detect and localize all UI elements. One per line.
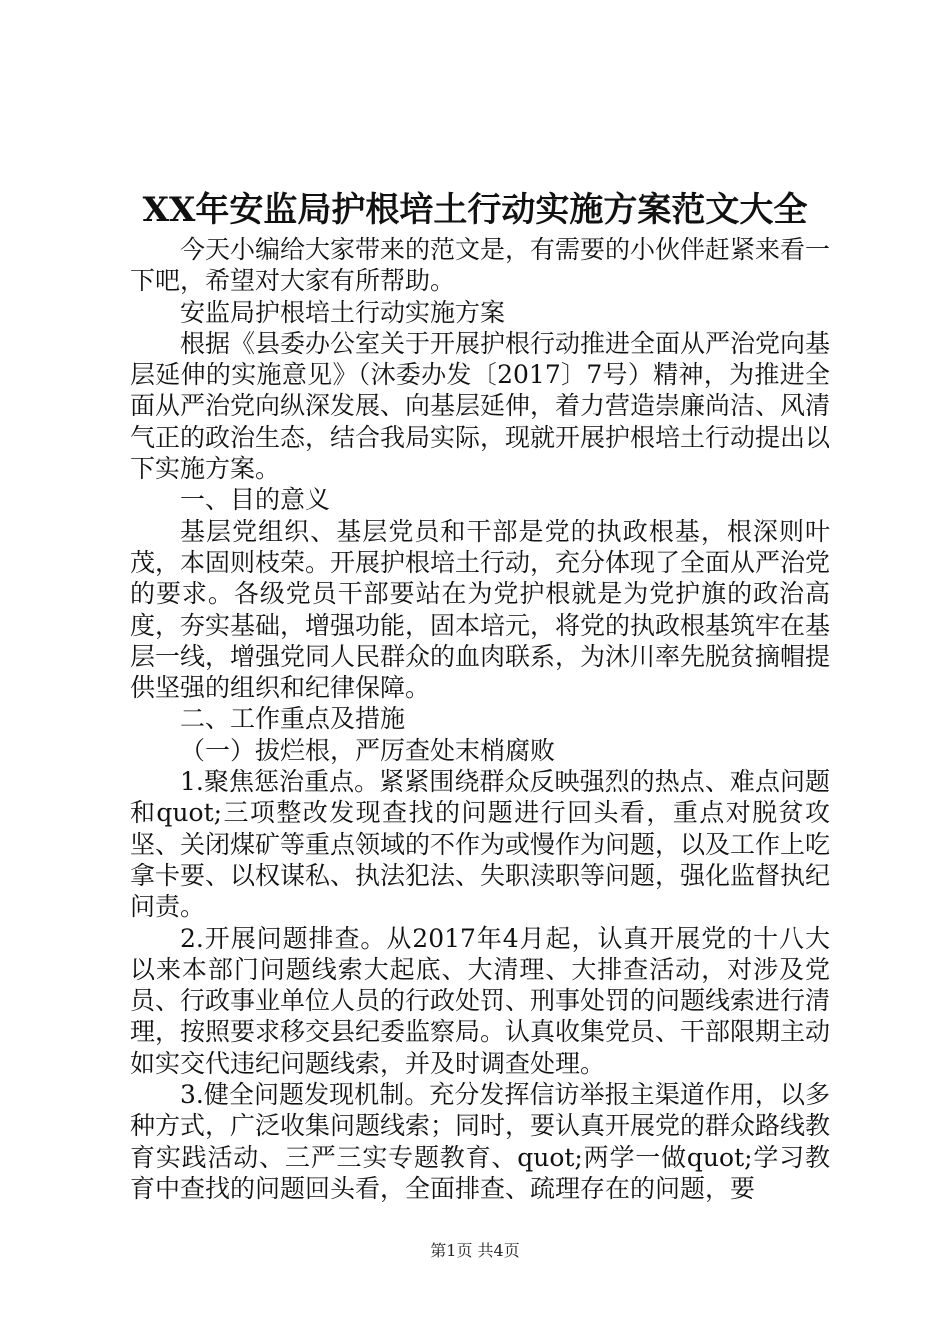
document-title: XX年安监局护根培土行动实施方案范文大全 xyxy=(142,190,808,230)
paragraph-item-3: 3.健全问题发现机制。充分发挥信访举报主渠道作用，以多种方式，广泛收集问题线索；同时，要认真开展党的群众路线教育实践活动、三严三实专题教育、quot;两学一做quot;学习教育中查找的问题回头看，全面排查、疏理存在的问题，要 xyxy=(130,1080,831,1203)
paragraph-subtitle: 安监局护根培土行动实施方案 xyxy=(180,297,506,327)
paragraph-basis: 根据《县委办公室关于开展护根行动推进全面从严治党向基层延伸的实施意见》（沐委办发〔2017〕7号）精神，为推进全面从严治党向纵深发展、向基层延伸，着力营造崇廉尚洁、风清气正的政治生态，结合我局实际，现就开展护根培土行动提出以下实施方案。 xyxy=(130,328,831,484)
paragraph-item-1: 1.聚焦惩治重点。紧紧围绕群众反映强烈的热点、难点问题和quot;三项整改发现查找的问题进行回头看，重点对脱贫攻坚、关闭煤矿等重点领域的不作为或慢作为问题，以及工作上吃拿卡要、以权谋私、执法犯法、失职渎职等问题，强化监督执纪问责。 xyxy=(130,767,831,922)
paragraph-item-2: 2.开展问题排查。从2017年4月起，认真开展党的十八大以来本部门问题线索大起底、大清理、大排查活动，对涉及党员、行政事业单位人员的行政处罚、刑事处罚的问题线索进行清理，按照要求移交县纪委监察局。认真收集党员、干部限期主动如实交代违纪问题线索，并及时调查处理。 xyxy=(130,923,831,1078)
page-number-footer: 第1页 共4页 xyxy=(430,1241,520,1260)
document-body xyxy=(130,234,830,1204)
paragraph-intro: 今天小编给大家带来的范文是，有需要的小伙伴赶紧来看一下吧，希望对大家有所帮助。 xyxy=(130,235,831,296)
section-heading-measures: 二、工作重点及措施 xyxy=(180,704,406,734)
subsection-heading-1: （一）拔烂根，严厉查处末梢腐败 xyxy=(180,735,556,765)
paragraph-purpose: 基层党组织、基层党员和干部是党的执政根基，根深则叶茂，本固则枝荣。开展护根培土行动，充分体现了全面从严治党的要求。各级党员干部要站在为党护根就是为党护旗的政治高度，夯实基础，增强功能，固本培元，将党的执政根基筑牢在基层一线，增强党同人民群众的血肉联系，为沐川率先脱贫摘帽提供坚强的组织和纪律保障。 xyxy=(130,516,831,703)
section-heading-purpose: 一、目的意义 xyxy=(180,485,331,515)
